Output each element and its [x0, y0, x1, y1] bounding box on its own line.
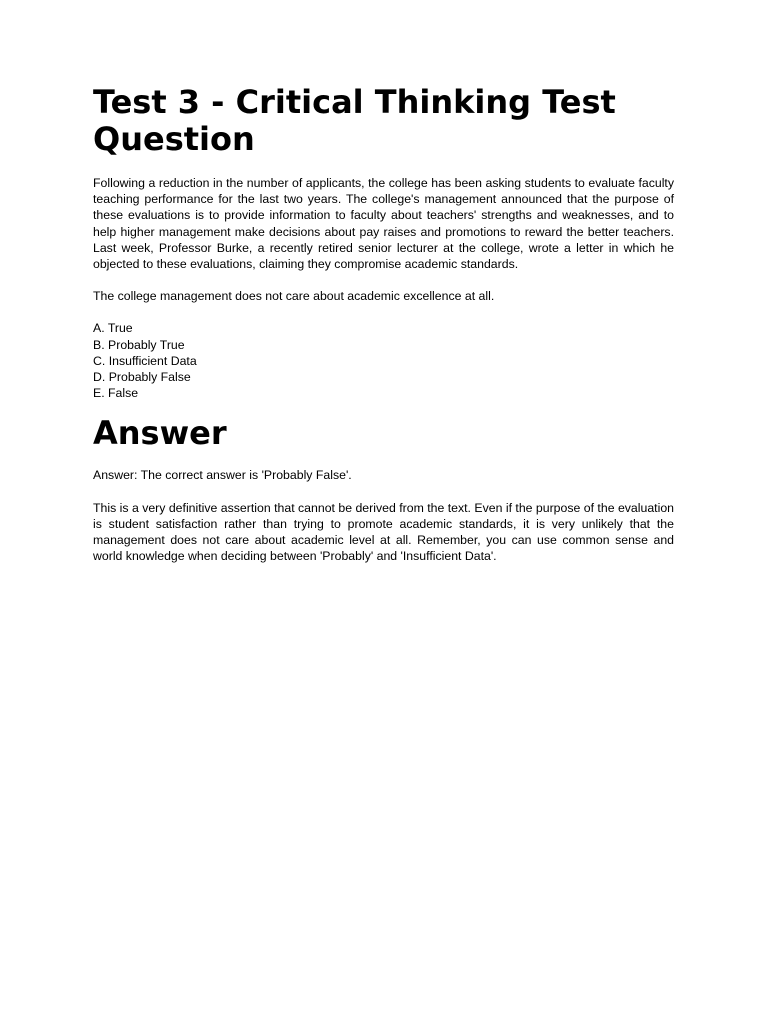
page-title: Test 3 - Critical Thinking Test Question — [93, 83, 616, 158]
answer-options-list — [93, 320, 674, 401]
answer-result: Answer: The correct answer is 'Probably False'. — [93, 468, 352, 483]
answer-heading: Answer — [93, 414, 227, 453]
option-e: E. False — [93, 386, 139, 401]
option-d: D. Probably False — [93, 370, 191, 385]
question-passage: Following a reduction in the number of applicants, the college has been asking students to evaluate faculty teaching performance for the last two years. The college's management announced that the purpose of these evaluations is to provide information to faculty about teachers' strengths and weaknesses, and to help higher management make decisions about pay raises and promotions to reward the better teachers. Last week, Professor Burke, a recently retired senior lecturer at the college, wrote a letter in which he objected to these evaluations, claiming they compromise academic standards. — [93, 176, 674, 272]
question-statement: The college management does not care about academic excellence at all. — [93, 289, 495, 304]
answer-explanation: This is a very definitive assertion that cannot be derived from the text. Even if the purpose of the evaluation is student satisfaction rather than trying to promote academic standards, it is very unlikely that the management does not care about academic level at all. Remember, you can use common sense and world knowledge when deciding between 'Probably' and 'Insufficient Data'. — [93, 500, 675, 564]
option-b: B. Probably True — [93, 337, 185, 352]
option-a: A. True — [93, 321, 133, 336]
option-c: C. Insufficient Data — [93, 353, 197, 368]
document-page — [93, 84, 674, 580]
